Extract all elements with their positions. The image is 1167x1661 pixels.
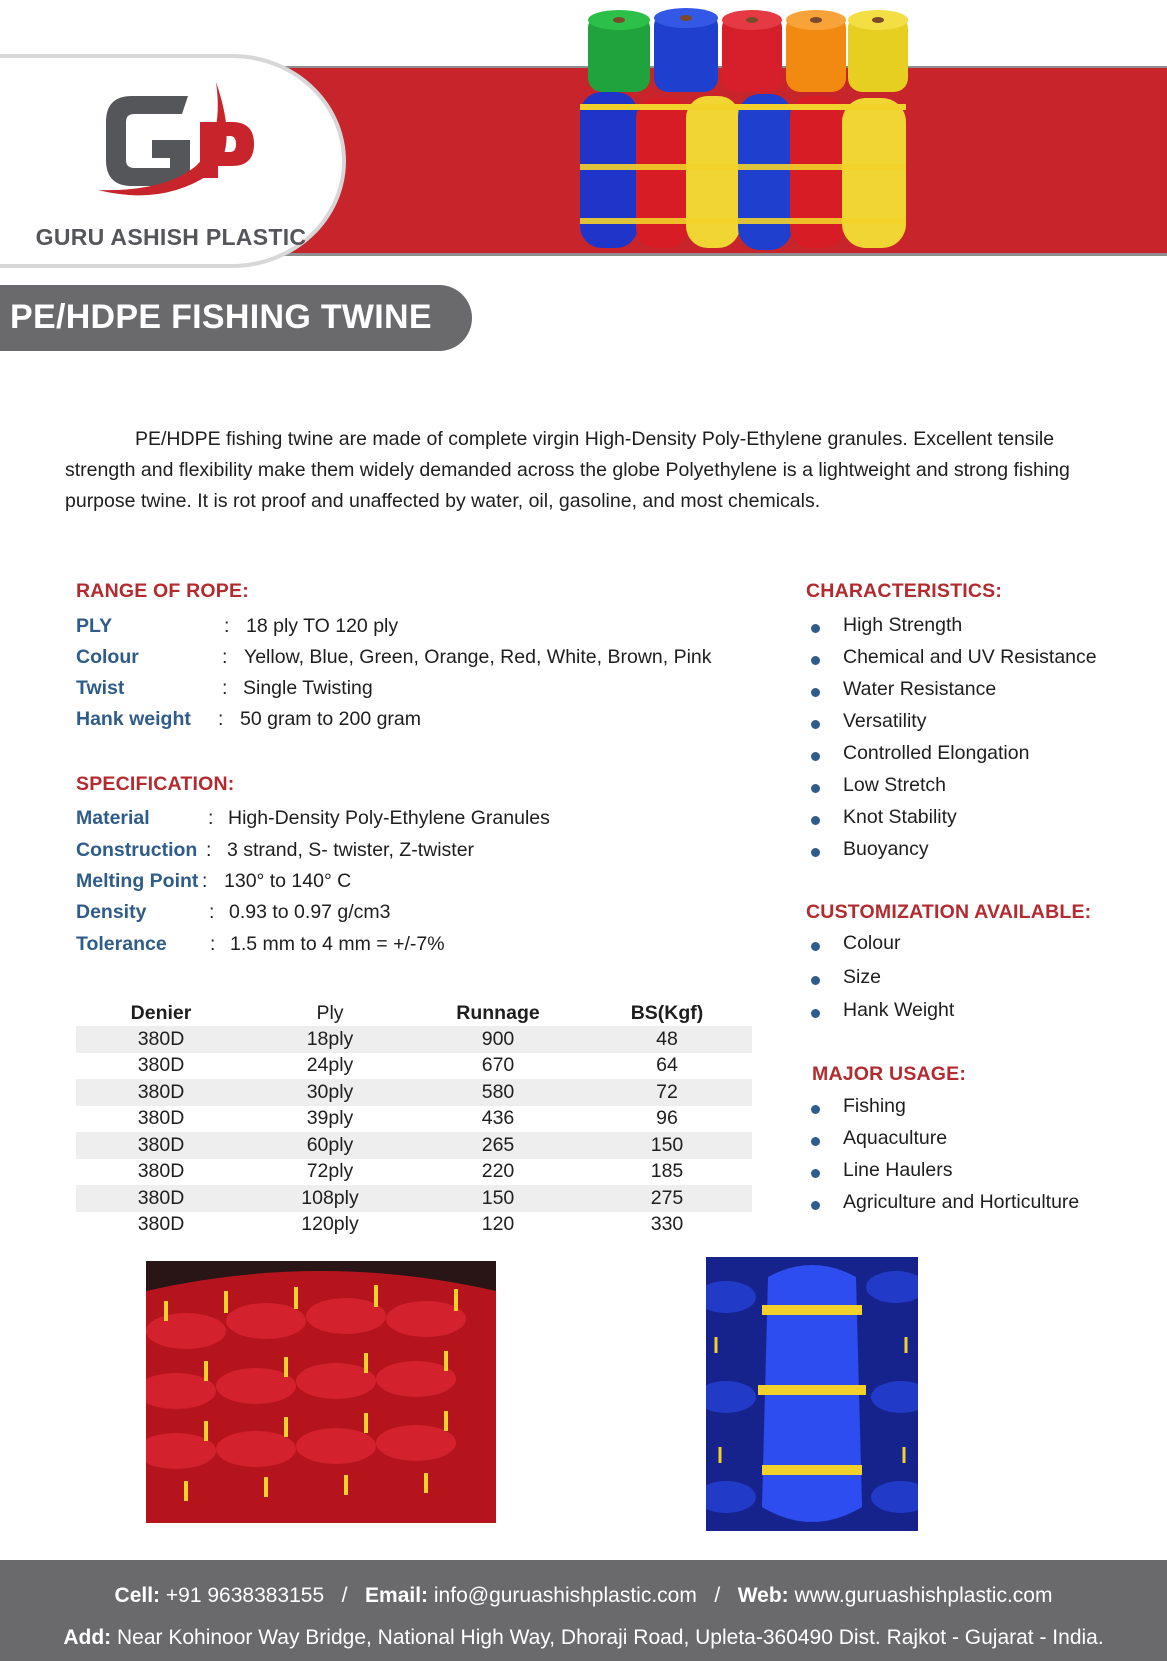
bullet-icon — [811, 848, 820, 857]
spec-value: 3 strand, S- twister, Z-twister — [227, 839, 475, 861]
bullet-icon — [811, 942, 820, 951]
cell-label: Cell: — [114, 1584, 161, 1607]
range-row-ply: PLY : 18 ply TO 120 ply — [76, 615, 399, 637]
email-link[interactable]: info@guruashishplastic.com — [433, 1584, 697, 1607]
address-text: Near Kohinoor Way Bridge, National High Way, Dhoraji Road, Upleta-360490 Dist. Rajkot - Gujarat - India. — [117, 1626, 1104, 1649]
list-item: Fishing — [806, 1095, 1079, 1127]
email-label: Email: — [365, 1584, 429, 1607]
table-cell: 48 — [582, 1026, 752, 1053]
column-header: BS(Kgf) — [630, 1001, 704, 1024]
column-header: Runnage — [456, 1001, 540, 1024]
list-item: Line Haulers — [806, 1159, 1079, 1191]
spec-value: 1.5 mm to 4 mm = +/-7% — [230, 933, 445, 955]
cell-number[interactable]: +91 9638383155 — [165, 1584, 325, 1607]
separator: / — [341, 1584, 348, 1607]
spec-value: 130° to 140° C — [224, 870, 352, 892]
spec-row-material: Material : High-Density Poly-Ethylene Granules — [76, 807, 550, 829]
table-cell: 380D — [76, 1079, 246, 1106]
range-value: 50 gram to 200 gram — [240, 708, 422, 730]
column-header: Denier — [130, 1001, 192, 1024]
range-label: PLY — [76, 615, 113, 637]
list-item: Colour — [806, 932, 954, 966]
table-cell: 64 — [656, 1054, 678, 1077]
table-cell: 380D — [137, 1107, 185, 1130]
range-row-colour: Colour : Yellow, Blue, Green, Orange, Red, White, Brown, Pink — [76, 646, 712, 668]
range-label: Twist — [76, 677, 125, 699]
list-item: Low Stretch — [806, 774, 1097, 806]
bullet-icon — [811, 1105, 820, 1114]
table-cell: 220 — [481, 1160, 515, 1183]
footer-contact-line — [0, 1584, 1167, 1608]
spec-row-tolerance: Tolerance : 1.5 mm to 4 mm = +/-7% — [76, 933, 445, 955]
bullet-icon — [811, 1169, 820, 1178]
table-cell: 150 — [582, 1132, 752, 1159]
table-row — [76, 1106, 752, 1133]
bullet-icon — [811, 624, 820, 633]
range-row-hank-weight: Hank weight : 50 gram to 200 gram — [76, 708, 422, 730]
spec-label: Tolerance — [76, 933, 167, 955]
list-item: Agriculture and Horticulture — [806, 1191, 1079, 1223]
bullet-icon — [811, 976, 820, 985]
bullet-icon — [811, 688, 820, 697]
spec-label: Density — [76, 901, 147, 923]
table-cell: 30ply — [246, 1079, 414, 1106]
web-label: Web: — [737, 1584, 789, 1607]
range-label: Colour — [76, 646, 139, 668]
specification-table — [76, 1000, 752, 1238]
range-value: Yellow, Blue, Green, Orange, Red, White, Brown, Pink — [244, 646, 712, 668]
table-cell: 96 — [656, 1107, 678, 1130]
list-item: Size — [806, 966, 954, 999]
table-cell: 108ply — [246, 1185, 414, 1212]
characteristics-list — [806, 614, 1097, 870]
range-row-twist: Twist : Single Twisting — [76, 677, 373, 699]
spec-label: Construction — [76, 839, 198, 861]
usage-list — [806, 1095, 1079, 1223]
table-cell: 580 — [414, 1079, 582, 1106]
column-header: Ply — [316, 1001, 344, 1024]
web-link[interactable]: www.guruashishplastic.com — [794, 1584, 1053, 1607]
table-row — [76, 1159, 752, 1186]
table-row — [76, 1026, 752, 1053]
table-cell: 120ply — [301, 1213, 359, 1236]
list-item: Aquaculture — [806, 1127, 1079, 1159]
customization-heading: CUSTOMIZATION AVAILABLE: — [806, 901, 1092, 923]
bullet-icon — [811, 784, 820, 793]
separator: / — [714, 1584, 721, 1607]
red-twine-photo — [146, 1261, 496, 1523]
hero-product-image — [580, 0, 980, 262]
list-item: High Strength — [806, 614, 1097, 646]
list-item: Versatility — [806, 710, 1097, 742]
table-cell: 39ply — [306, 1107, 354, 1130]
table-cell: 185 — [650, 1160, 684, 1183]
spec-value: 0.93 to 0.97 g/cm3 — [229, 901, 391, 923]
list-item: Knot Stability — [806, 806, 1097, 838]
table-cell: 330 — [650, 1213, 684, 1236]
footer — [0, 1560, 1167, 1661]
spec-value: High-Density Poly-Ethylene Granules — [228, 807, 550, 829]
table-cell: 900 — [414, 1026, 582, 1053]
table-cell: 72 — [582, 1079, 752, 1106]
page-title: PE/HDPE FISHING TWINE — [10, 298, 432, 336]
table-cell: 18ply — [246, 1026, 414, 1053]
table-cell: 120 — [481, 1213, 515, 1236]
bullet-icon — [811, 720, 820, 729]
bullet-icon — [811, 752, 820, 761]
list-item: Controlled Elongation — [806, 742, 1097, 774]
spec-row-density: Density : 0.93 to 0.97 g/cm3 — [76, 901, 391, 923]
bullet-icon — [811, 1201, 820, 1210]
table-cell: 380D — [76, 1185, 246, 1212]
footer-address-line — [0, 1626, 1167, 1650]
customization-list — [806, 932, 954, 1031]
table-row — [76, 1212, 752, 1239]
table-cell: 436 — [481, 1107, 515, 1130]
spec-label: Melting Point — [76, 870, 199, 892]
bullet-icon — [811, 656, 820, 665]
bullet-icon — [811, 816, 820, 825]
list-item: Hank Weight — [806, 999, 954, 1031]
address-label: Add: — [63, 1626, 112, 1649]
range-label: Hank weight — [76, 708, 191, 730]
table-row — [76, 1053, 752, 1080]
bullet-icon — [811, 1009, 820, 1018]
range-value: 18 ply TO 120 ply — [246, 615, 399, 637]
bullet-icon — [811, 1137, 820, 1146]
list-item: Buoyancy — [806, 838, 1097, 870]
specification-heading: SPECIFICATION: — [76, 773, 235, 795]
usage-heading: MAJOR USAGE: — [812, 1063, 967, 1085]
range-heading: RANGE OF ROPE: — [76, 580, 249, 602]
table-cell: 150 — [414, 1185, 582, 1212]
range-value: Single Twisting — [243, 677, 373, 699]
table-cell: 380D — [76, 1132, 246, 1159]
table-cell: 72ply — [306, 1160, 354, 1183]
spec-row-construction: Construction : 3 strand, S- twister, Z-twister — [76, 839, 475, 861]
spec-label: Material — [76, 807, 150, 829]
table-cell: 670 — [481, 1054, 515, 1077]
table-cell: 275 — [582, 1185, 752, 1212]
table-cell: 60ply — [246, 1132, 414, 1159]
spec-row-melting-point: Melting Point : 130° to 140° C — [76, 870, 352, 892]
table-cell: 24ply — [306, 1054, 354, 1077]
characteristics-heading: CHARACTERISTICS: — [806, 580, 1003, 602]
table-cell: 380D — [137, 1213, 185, 1236]
table-cell: 380D — [137, 1054, 185, 1077]
table-row — [76, 1079, 752, 1106]
list-item: Water Resistance — [806, 678, 1097, 710]
intro-paragraph: PE/HDPE fishing twine are made of complete virgin High-Density Poly-Ethylene granules. Excellent tensile strength and flexibility make them widely demanded across the globe Polyethylene is a lightweight and strong fishing purpose twine. It is rot proof and unaffected by water, oil, gasoline, and most chemicals. — [65, 428, 1070, 512]
brand-name: GURU ASHISH PLASTIC — [35, 224, 307, 250]
table-cell: 380D — [137, 1160, 185, 1183]
gp-logo-icon — [92, 78, 272, 208]
table-header-row — [76, 1000, 752, 1026]
table-cell: 380D — [76, 1026, 246, 1053]
table-cell: 265 — [414, 1132, 582, 1159]
list-item: Chemical and UV Resistance — [806, 646, 1097, 678]
blue-twine-photo — [706, 1257, 918, 1531]
table-row — [76, 1132, 752, 1159]
table-row — [76, 1185, 752, 1212]
